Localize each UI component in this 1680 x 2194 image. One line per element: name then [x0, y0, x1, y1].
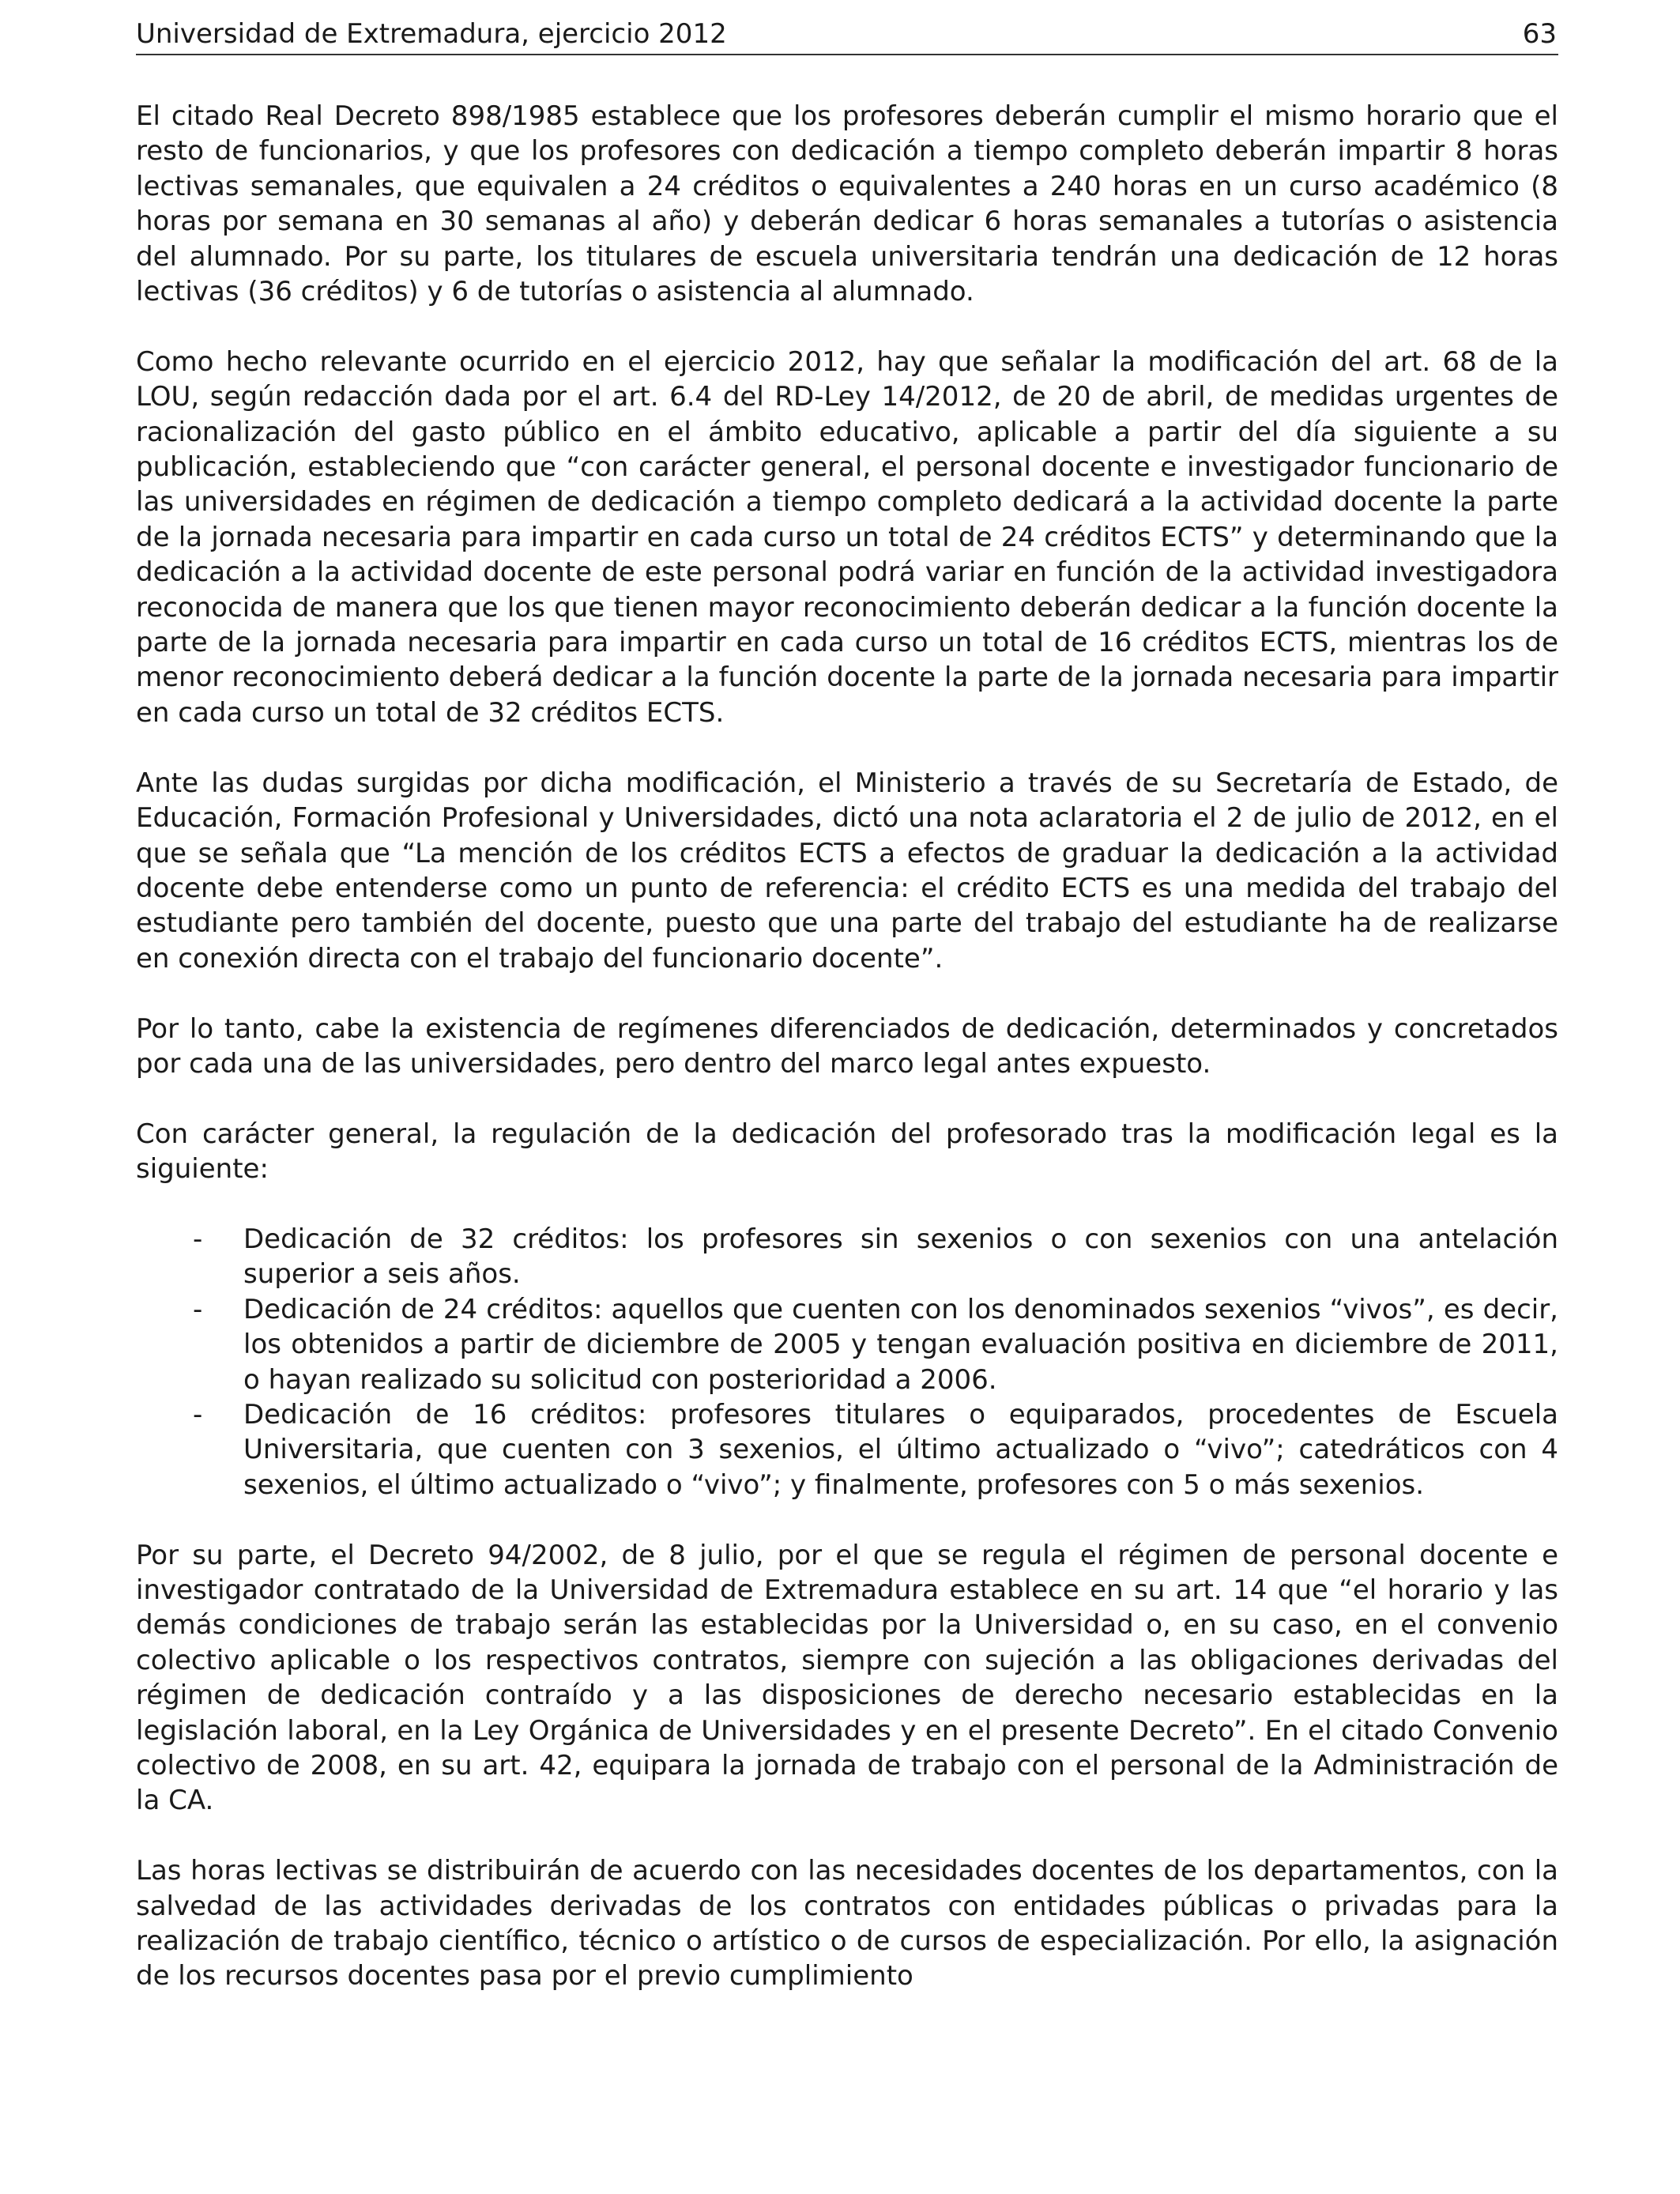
page-number: 63 [1522, 18, 1557, 50]
paragraph-decreto-94-2002: Por su parte, el Decreto 94/2002, de 8 julio, por el que se regula el régimen de personal docente e investigador contratado de la Universidad de Extremadura establece en su art. 14 que “el horario y las demás condiciones de trabajo serán las establecidas por la Universidad o, en su caso, en el convenio colectivo aplicable o los respectivos contratos, siempre con sujeción a las obligaciones derivadas del régimen de dedicación contraído y a las disposiciones de derecho necesario establecidas en la legislación laboral, en la Ley Orgánica de Universidades y en el presente Decreto”. En el citado Convenio colectivo de 2008, en su art. 42, equipara la jornada de trabajo con el personal de la Administración de la CA. [136, 1539, 1558, 1817]
paragraph-horas-lectivas: Las horas lectivas se distribuirán de acuerdo con las necesidades docentes de los departamentos, con la salvedad de las actividades derivadas de los contratos con entidades públicas o privadas para la realización de trabajo científico, técnico o artístico o de cursos de especialización. Por ello, la asignación de los recursos docentes pasa por el previo cumplimiento [136, 1855, 1558, 1992]
list-item-text: Dedicación de 32 créditos: los profesores sin sexenios o con sexenios con una antelación superior a seis años. [243, 1223, 1558, 1291]
list-item-text: Dedicación de 24 créditos: aquellos que cuenten con los denominados sexenios “vivos”, es decir, los obtenidos a partir de diciembre de 2005 y tengan evaluación positiva en diciembre de 2011, o hayan realizado su solicitud con posterioridad a 2006. [243, 1293, 1558, 1396]
list-item [136, 1292, 1558, 1397]
dash-bullet: - [193, 1398, 203, 1431]
paragraph-nota-aclaratoria: Ante las dudas surgidas por dicha modificación, el Ministerio a través de su Secretaría de Estado, de Educación, Formación Profesional y Universidades, dictó una nota aclaratoria el 2 de julio de 2012, en el que se señala que “La mención de los créditos ECTS a efectos de graduar la dedicación a la actividad docente debe entenderse como un punto de referencia: el crédito ECTS es una medida del trabajo del estudiante pero también del docente, puesto que una parte del trabajo del estudiante ha de realizarse en conexión directa con el trabajo del funcionario docente”. [136, 767, 1558, 974]
paragraph-regulacion: Con carácter general, la regulación de la dedicación del profesorado tras la modificación legal es la siguiente: [136, 1118, 1558, 1186]
dash-bullet: - [193, 1293, 203, 1325]
page-header [136, 17, 1558, 55]
paragraph-regimenes: Por lo tanto, cabe la existencia de regímenes diferenciados de dedicación, determinados y concretados por cada una de las universidades, pero dentro del marco legal antes expuesto. [136, 1012, 1558, 1080]
list-item-text: Dedicación de 16 créditos: profesores titulares o equiparados, procedentes de Escuela Universitaria, que cuenten con 3 sexenios, el último actualizado o “vivo”; catedráticos con 4 sexenios, el último actualizado o “vivo”; y finalmente, profesores con 5 o más sexenios. [243, 1398, 1558, 1501]
header-title: Universidad de Extremadura, ejercicio 2012 [136, 18, 727, 50]
dedication-list [136, 1222, 1558, 1502]
list-item [136, 1222, 1558, 1292]
list-item [136, 1397, 1558, 1502]
document-body [136, 99, 1558, 1994]
paragraph-modificacion-lou: Como hecho relevante ocurrido en el ejercicio 2012, hay que señalar la modificación del art. 68 de la LOU, según redacción dada por el art. 6.4 del RD-Ley 14/2012, de 20 de abril, de medidas urgentes de racionalización del gasto público en el ámbito educativo, aplicable a partir del día siguiente a su publicación, estableciendo que “con carácter general, el personal docente e investigador funcionario de las universidades en régimen de dedicación a tiempo completo dedicará a la actividad docente la parte de la jornada necesaria para impartir en cada curso un total de 24 créditos ECTS” y determinando que la dedicación a la actividad docente de este personal podrá variar en función de la actividad investigadora reconocida de manera que los que tienen mayor reconocimiento deberán dedicar a la función docente la parte de la jornada necesaria para impartir en cada curso un total de 16 créditos ECTS, mientras los de menor reconocimiento deberá dedicar a la función docente la parte de la jornada necesaria para impartir en cada curso un total de 32 créditos ECTS. [136, 345, 1558, 729]
paragraph-real-decreto: El citado Real Decreto 898/1985 establece que los profesores deberán cumplir el mismo horario que el resto de funcionarios, y que los profesores con dedicación a tiempo completo deberán impartir 8 horas lectivas semanales, que equivalen a 24 créditos o equivalentes a 240 horas en un curso académico (8 horas por semana en 30 semanas al año) y deberán dedicar 6 horas semanales a tutorías o asistencia del alumnado. Por su parte, los titulares de escuela universitaria tendrán una dedicación de 12 horas lectivas (36 créditos) y 6 de tutorías o asistencia al alumnado. [136, 100, 1558, 308]
dash-bullet: - [193, 1223, 203, 1255]
